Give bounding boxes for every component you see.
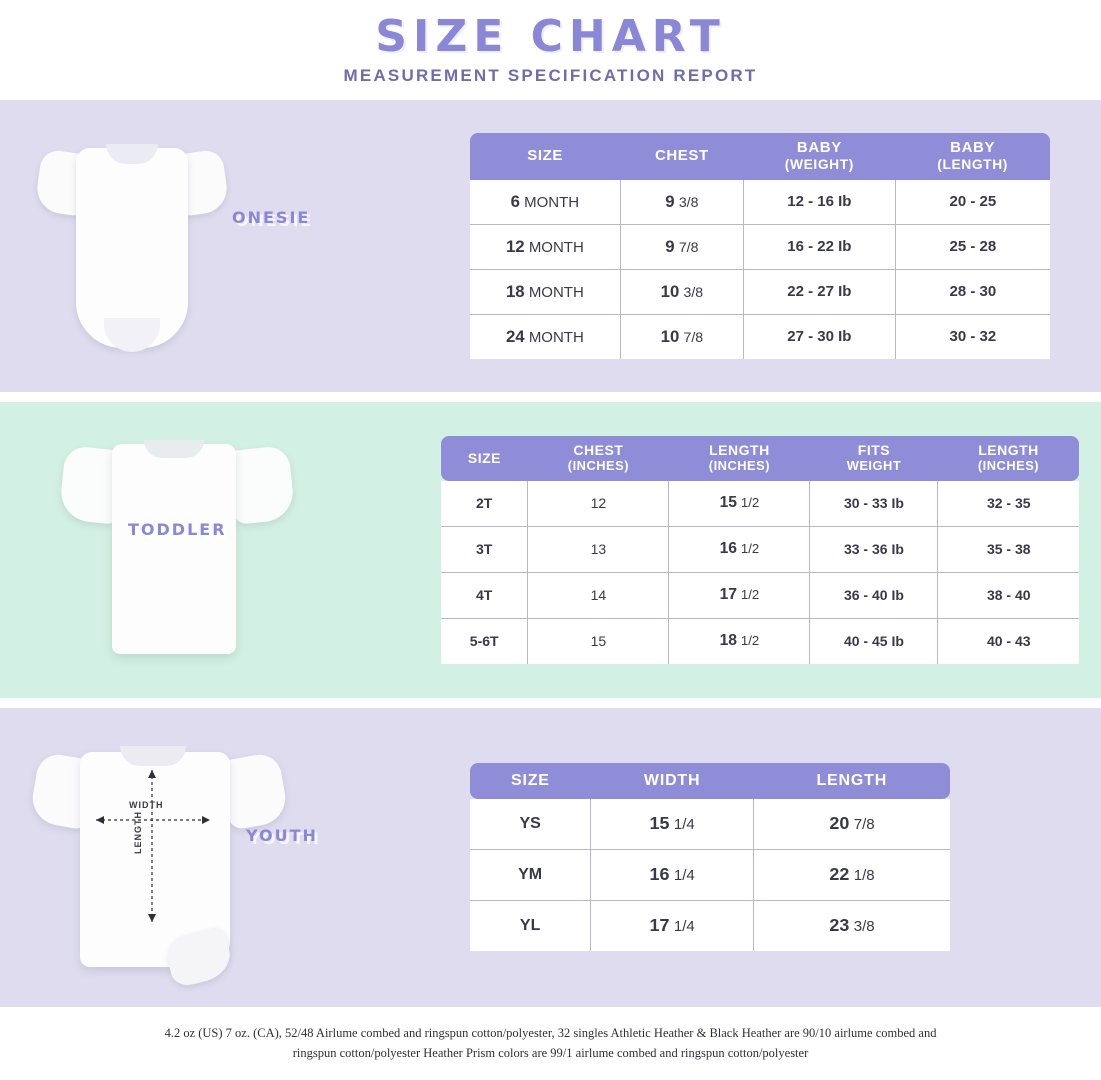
cell-weight-range: 12 - 16	[787, 193, 834, 211]
cell-length	[754, 849, 950, 900]
table-header-row	[470, 133, 1050, 179]
cell-length: 28 - 30	[895, 269, 1050, 314]
cell-chest	[620, 269, 743, 314]
cell-chest-fraction: 7/8	[678, 238, 699, 255]
page-subtitle: MEASUREMENT SPECIFICATION REPORT	[343, 66, 758, 86]
cell-size	[470, 180, 620, 225]
cell-length: 30 - 32	[895, 314, 1050, 359]
cell-size-number: 18	[505, 281, 525, 301]
column-header-baby-length-line1: BABY	[950, 139, 996, 157]
cell-chest-fraction: 3/8	[678, 193, 699, 210]
cell-size: YS	[470, 799, 591, 850]
cell-weight-unit: Ib	[838, 193, 852, 211]
cell-size-number: 6	[510, 191, 520, 211]
toddler-tshirt-icon	[52, 420, 302, 670]
section-onesie	[0, 100, 1101, 392]
band-divider	[0, 698, 1101, 708]
table-row	[470, 849, 950, 900]
cell-weight	[743, 180, 895, 225]
cell-length-whole: 15	[719, 494, 738, 512]
cell-chest	[620, 180, 743, 225]
cell-weight-unit: Ib	[891, 587, 904, 604]
cell-weight	[743, 314, 895, 359]
cell-weight-unit: Ib	[838, 283, 852, 301]
table-row	[441, 572, 1079, 618]
cell-weight-range: 22 - 27	[787, 283, 834, 301]
cell-chest-whole: 10	[660, 281, 680, 301]
cell-length2: 35 - 38	[938, 526, 1079, 572]
column-header-size	[441, 436, 528, 480]
cell-length-whole: 17	[719, 586, 738, 604]
cell-weight-range: 30 - 33	[843, 495, 888, 512]
cell-size: YL	[470, 900, 591, 951]
table-header-row	[441, 436, 1079, 480]
cell-length-whole: 16	[719, 540, 738, 558]
cell-length2: 32 - 35	[938, 481, 1079, 527]
cell-chest: 15	[528, 618, 669, 664]
table-row	[470, 314, 1050, 359]
column-header-size	[470, 763, 591, 799]
cell-size	[470, 269, 620, 314]
cell-width	[591, 799, 754, 850]
cell-length-whole: 23	[829, 915, 850, 936]
cell-weight-unit: Ib	[838, 328, 852, 346]
cell-length-whole: 22	[829, 864, 850, 885]
cell-width	[591, 849, 754, 900]
cell-width-whole: 16	[649, 864, 670, 885]
fabric-description	[165, 1024, 937, 1063]
table-row	[470, 269, 1050, 314]
column-header-fits-weight	[810, 436, 938, 480]
cell-length-fraction: 1/2	[740, 633, 760, 649]
column-header-chest-line2: (INCHES)	[567, 458, 630, 474]
cell-chest: 13	[528, 526, 669, 572]
onesie-table-area	[470, 100, 1101, 392]
cell-chest-fraction: 3/8	[683, 283, 704, 300]
cell-chest	[620, 224, 743, 269]
column-header-length-line2: (INCHES)	[708, 458, 771, 474]
cell-length	[669, 481, 810, 527]
cell-length	[669, 572, 810, 618]
cell-width-fraction: 1/4	[673, 816, 695, 834]
cell-length-fraction: 3/8	[853, 918, 875, 936]
column-header-baby-weight-line1: BABY	[796, 139, 842, 157]
cell-weight-range: 36 - 40	[843, 587, 888, 604]
column-header-length-line1: LENGTH	[816, 772, 888, 790]
table-row	[470, 180, 1050, 225]
column-header-length2-line1: LENGTH	[978, 442, 1039, 459]
cell-chest: 14	[528, 572, 669, 618]
cell-length-fraction: 1/2	[740, 495, 760, 511]
cell-weight-unit: Ib	[891, 541, 904, 558]
cell-size-unit: MONTH	[524, 193, 580, 211]
cell-size-unit: MONTH	[528, 328, 584, 346]
page-title: SIZE CHART	[375, 11, 726, 62]
column-header-length	[669, 436, 810, 480]
fabric-description-line2: ringspun cotton/polyester Heather Prism colors are 99/1 airlume combed and ringspun cotton/polyester	[292, 1045, 809, 1060]
youth-table-area	[470, 708, 1101, 1006]
cell-weight	[810, 526, 938, 572]
column-header-length	[754, 763, 950, 799]
table-row	[470, 900, 950, 951]
cell-length-fraction: 1/8	[853, 867, 875, 885]
measure-label-width: WIDTH	[129, 800, 164, 810]
column-header-width-line1: WIDTH	[643, 772, 701, 790]
toddler-table-area	[441, 402, 1101, 698]
cell-chest-fraction: 7/8	[683, 328, 704, 345]
category-label-onesie: ONESIE	[232, 208, 311, 227]
cell-weight-range: 27 - 30	[787, 328, 834, 346]
cell-weight-unit: Ib	[891, 633, 904, 650]
column-header-chest	[620, 133, 743, 179]
column-header-fits-weight-line2: WEIGHT	[846, 458, 902, 474]
column-header-baby-weight	[743, 133, 895, 179]
cell-chest	[620, 314, 743, 359]
section-toddler	[0, 402, 1101, 698]
cell-size: YM	[470, 849, 591, 900]
column-header-width	[591, 763, 754, 799]
table-row	[470, 224, 1050, 269]
youth-illustration-area	[0, 708, 470, 1006]
category-label-toddler: TODDLER	[128, 520, 227, 539]
cell-weight	[810, 481, 938, 527]
cell-length-fraction: 7/8	[853, 816, 875, 834]
category-label-youth: YOUTH	[246, 826, 318, 845]
page-footer	[0, 1006, 1101, 1080]
cell-weight-unit: Ib	[838, 238, 852, 256]
onesie-illustration-area	[0, 100, 470, 392]
measurement-arrows-icon	[28, 722, 298, 992]
column-header-fits-weight-line1: FITS	[857, 442, 891, 459]
cell-weight	[810, 572, 938, 618]
toddler-body	[112, 444, 236, 654]
cell-weight	[743, 269, 895, 314]
cell-width-fraction: 1/4	[673, 867, 695, 885]
cell-chest-whole: 9	[665, 191, 675, 211]
column-header-size-line1: SIZE	[527, 147, 564, 165]
cell-width-fraction: 1/4	[673, 918, 695, 936]
cell-length-whole: 20	[829, 813, 850, 834]
cell-length2: 40 - 43	[938, 618, 1079, 664]
cell-size-number: 12	[505, 236, 525, 256]
column-header-size-line1: SIZE	[467, 449, 501, 466]
column-header-baby-length	[895, 133, 1050, 179]
cell-length	[669, 618, 810, 664]
band-divider	[0, 392, 1101, 402]
fabric-description-line1: 4.2 oz (US) 7 oz. (CA), 52/48 Airlume combed and ringspun cotton/polyester, 32 singles Athletic Heather & Black Heather are 90/10 airlume combed and	[164, 1026, 937, 1041]
youth-size-table	[470, 763, 950, 951]
column-header-chest	[528, 436, 669, 480]
cell-length	[669, 526, 810, 572]
cell-size: 2T	[441, 481, 528, 527]
onesie-size-table	[470, 133, 1050, 358]
cell-length	[754, 799, 950, 850]
cell-size-unit: MONTH	[528, 238, 584, 256]
table-header-row	[470, 763, 950, 799]
cell-width-whole: 15	[649, 813, 670, 834]
cell-size-number: 24	[505, 326, 525, 346]
table-row	[470, 799, 950, 850]
table-row	[441, 526, 1079, 572]
toddler-illustration-area	[0, 402, 441, 698]
cell-size	[470, 224, 620, 269]
cell-size: 3T	[441, 526, 528, 572]
cell-width-whole: 17	[649, 915, 670, 936]
column-header-length-line1: LENGTH	[709, 442, 770, 459]
cell-length	[754, 900, 950, 951]
cell-weight-range: 16 - 22	[787, 238, 834, 256]
column-header-size	[470, 133, 620, 179]
cell-length: 20 - 25	[895, 180, 1050, 225]
column-header-baby-weight-line2: (WEIGHT)	[784, 157, 854, 173]
cell-length-fraction: 1/2	[740, 541, 760, 557]
onesie-garment-icon	[32, 120, 232, 370]
column-header-size-line1: SIZE	[510, 772, 550, 790]
cell-weight-range: 40 - 45	[843, 633, 888, 650]
cell-length2: 38 - 40	[938, 572, 1079, 618]
column-header-length2	[938, 436, 1079, 480]
toddler-neckline	[144, 440, 204, 458]
cell-width	[591, 900, 754, 951]
section-youth	[0, 708, 1101, 1006]
cell-length-fraction: 1/2	[740, 587, 760, 603]
column-header-baby-length-line2: (LENGTH)	[937, 157, 1008, 173]
page-header	[0, 0, 1101, 100]
cell-chest: 12	[528, 481, 669, 527]
cell-size	[470, 314, 620, 359]
cell-length-whole: 18	[719, 632, 738, 650]
measure-label-length: LENGTH	[133, 811, 143, 854]
cell-weight-unit: Ib	[891, 495, 904, 512]
column-header-chest-line1: CHEST	[573, 442, 624, 459]
cell-weight-range: 33 - 36	[843, 541, 888, 558]
table-row	[441, 481, 1079, 527]
youth-tshirt-icon	[28, 722, 298, 992]
cell-chest-whole: 9	[665, 236, 675, 256]
cell-chest-whole: 10	[660, 326, 680, 346]
toddler-right-sleeve	[226, 445, 295, 525]
table-row	[441, 618, 1079, 664]
cell-size-unit: MONTH	[528, 283, 584, 301]
toddler-size-table	[441, 436, 1079, 663]
cell-size: 4T	[441, 572, 528, 618]
column-header-length2-line2: (INCHES)	[977, 458, 1040, 474]
cell-length: 25 - 28	[895, 224, 1050, 269]
cell-weight	[743, 224, 895, 269]
column-header-chest-line1: CHEST	[654, 147, 709, 165]
cell-weight	[810, 618, 938, 664]
cell-size: 5-6T	[441, 618, 528, 664]
